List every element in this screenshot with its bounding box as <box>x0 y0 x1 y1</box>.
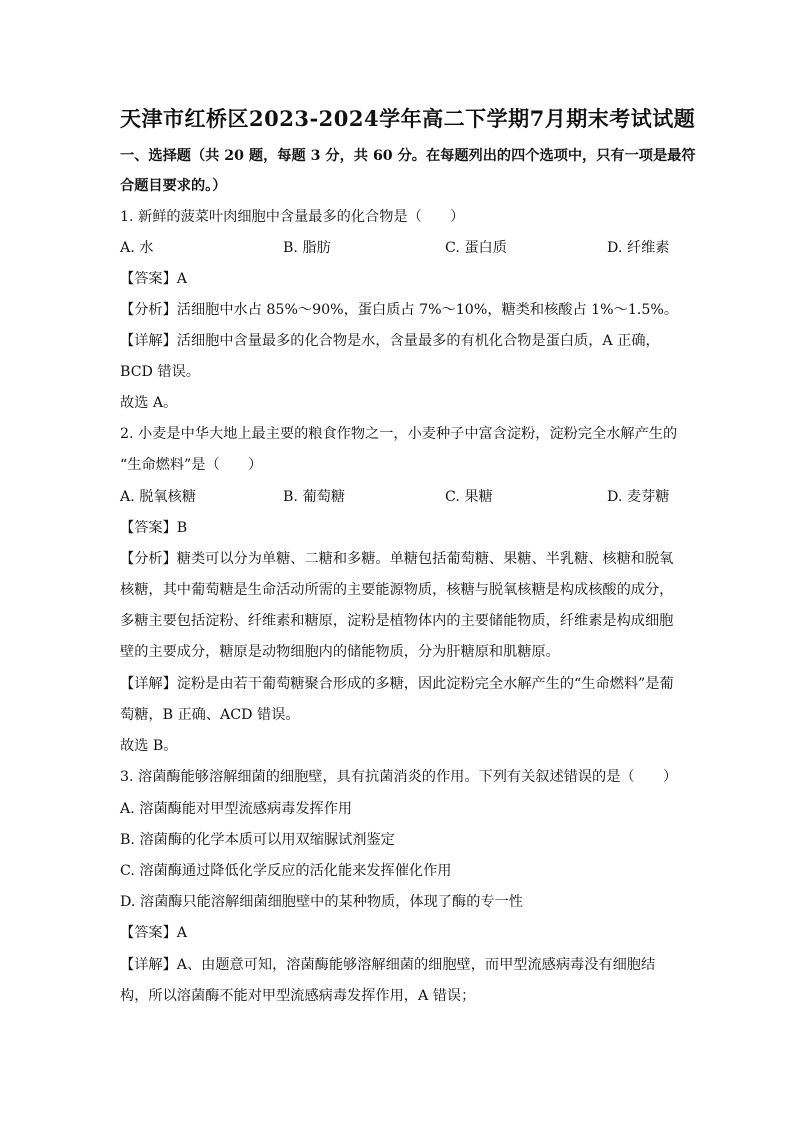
q3-detail-line-1: 【详解】A、由题意可知，溶菌酶能够溶解细菌的细胞壁，而甲型流感病毒没有细胞结 <box>120 957 656 973</box>
q1-stem: 1. 新鲜的菠菜叶肉细胞中含量最多的化合物是（ ） <box>120 209 465 225</box>
q1-analysis: 【分析】活细胞中水占 85%～90%，蛋白质占 7%～10%，糖类和核酸占 1%～1.5%。 <box>120 302 679 318</box>
q2-detail-line-1: 【详解】淀粉是由若干葡萄糖聚合形成的多糖，因此淀粉完全水解产生的“生命燃料”是葡 <box>120 676 674 692</box>
q3-answer: 【答案】A <box>120 925 187 941</box>
q2-option-a: A. 脱氧核糖 <box>120 489 197 505</box>
q1-detail-line-2: BCD 错误。 <box>120 364 200 380</box>
q3-detail-line-2: 构，所以溶菌酶不能对甲型流感病毒发挥作用，A 错误； <box>120 988 476 1004</box>
document-title: 天津市红桥区2023-2024学年高二下学期7月期末考试试题 <box>120 106 696 131</box>
q3-option-c: C. 溶菌酶通过降低化学反应的活化能来发挥催化作用 <box>120 863 452 879</box>
q1-detail-line-1: 【详解】活细胞中含量最多的化合物是水，含量最多的有机化合物是蛋白质，A 正确， <box>120 333 660 349</box>
q2-answer: 【答案】B <box>120 520 188 536</box>
q2-analysis-line-1: 【分析】糖类可以分为单糖、二糖和多糖。单糖包括葡萄糖、果糖、半乳糖、核糖和脱氧 <box>120 551 674 567</box>
q2-choose: 故选 B。 <box>120 738 178 754</box>
q3-option-b: B. 溶菌酶的化学本质可以用双缩脲试剂鉴定 <box>120 832 395 848</box>
q2-stem-line-1: 2. 小麦是中华大地上最主要的粮食作物之一，小麦种子中富含淀粉，淀粉完全水解产生的 <box>120 426 678 442</box>
q3-option-d: D. 溶菌酶只能溶解细菌细胞壁中的某种物质，体现了酶的专一性 <box>120 894 523 910</box>
q2-analysis-line-4: 壁的主要成分，糖原是动物细胞内的储能物质，分为肝糖原和肌糖原。 <box>120 644 560 660</box>
q1-choose: 故选 A。 <box>120 395 178 411</box>
q1-option-b: B. 脂肪 <box>283 240 331 256</box>
q2-stem-line-2: “生命燃料”是（ ） <box>120 457 263 473</box>
q2-option-c: C. 果糖 <box>445 489 493 505</box>
section-intro-line-2: 合题目要求的。） <box>120 178 227 194</box>
q2-analysis-line-2: 核糖，其中葡萄糖是生命活动所需的主要能源物质，核糖与脱氧核糖是构成核酸的成分， <box>120 582 674 598</box>
q1-answer: 【答案】A <box>120 271 187 287</box>
q2-option-b: B. 葡萄糖 <box>283 489 346 505</box>
q1-option-c: C. 蛋白质 <box>445 240 507 256</box>
q1-option-d: D. 纤维素 <box>607 240 670 256</box>
q3-option-a: A. 溶菌酶能对甲型流感病毒发挥作用 <box>120 801 353 817</box>
q2-option-d: D. 麦芽糖 <box>607 489 670 505</box>
q2-analysis-line-3: 多糖主要包括淀粉、纤维素和糖原，淀粉是植物体内的主要储能物质，纤维素是构成细胞 <box>120 613 674 629</box>
q1-option-a: A. 水 <box>120 240 154 256</box>
section-intro-line-1: 一、选择题（共 20 题，每题 3 分，共 60 分。在每题列出的四个选项中，只有一项是最符 <box>120 148 696 164</box>
q3-stem: 3. 溶菌酶能够溶解细菌的细胞壁，具有抗菌消炎的作用。下列有关叙述错误的是（ ） <box>120 769 678 785</box>
q2-detail-line-2: 萄糖，B 正确、ACD 错误。 <box>120 707 300 723</box>
